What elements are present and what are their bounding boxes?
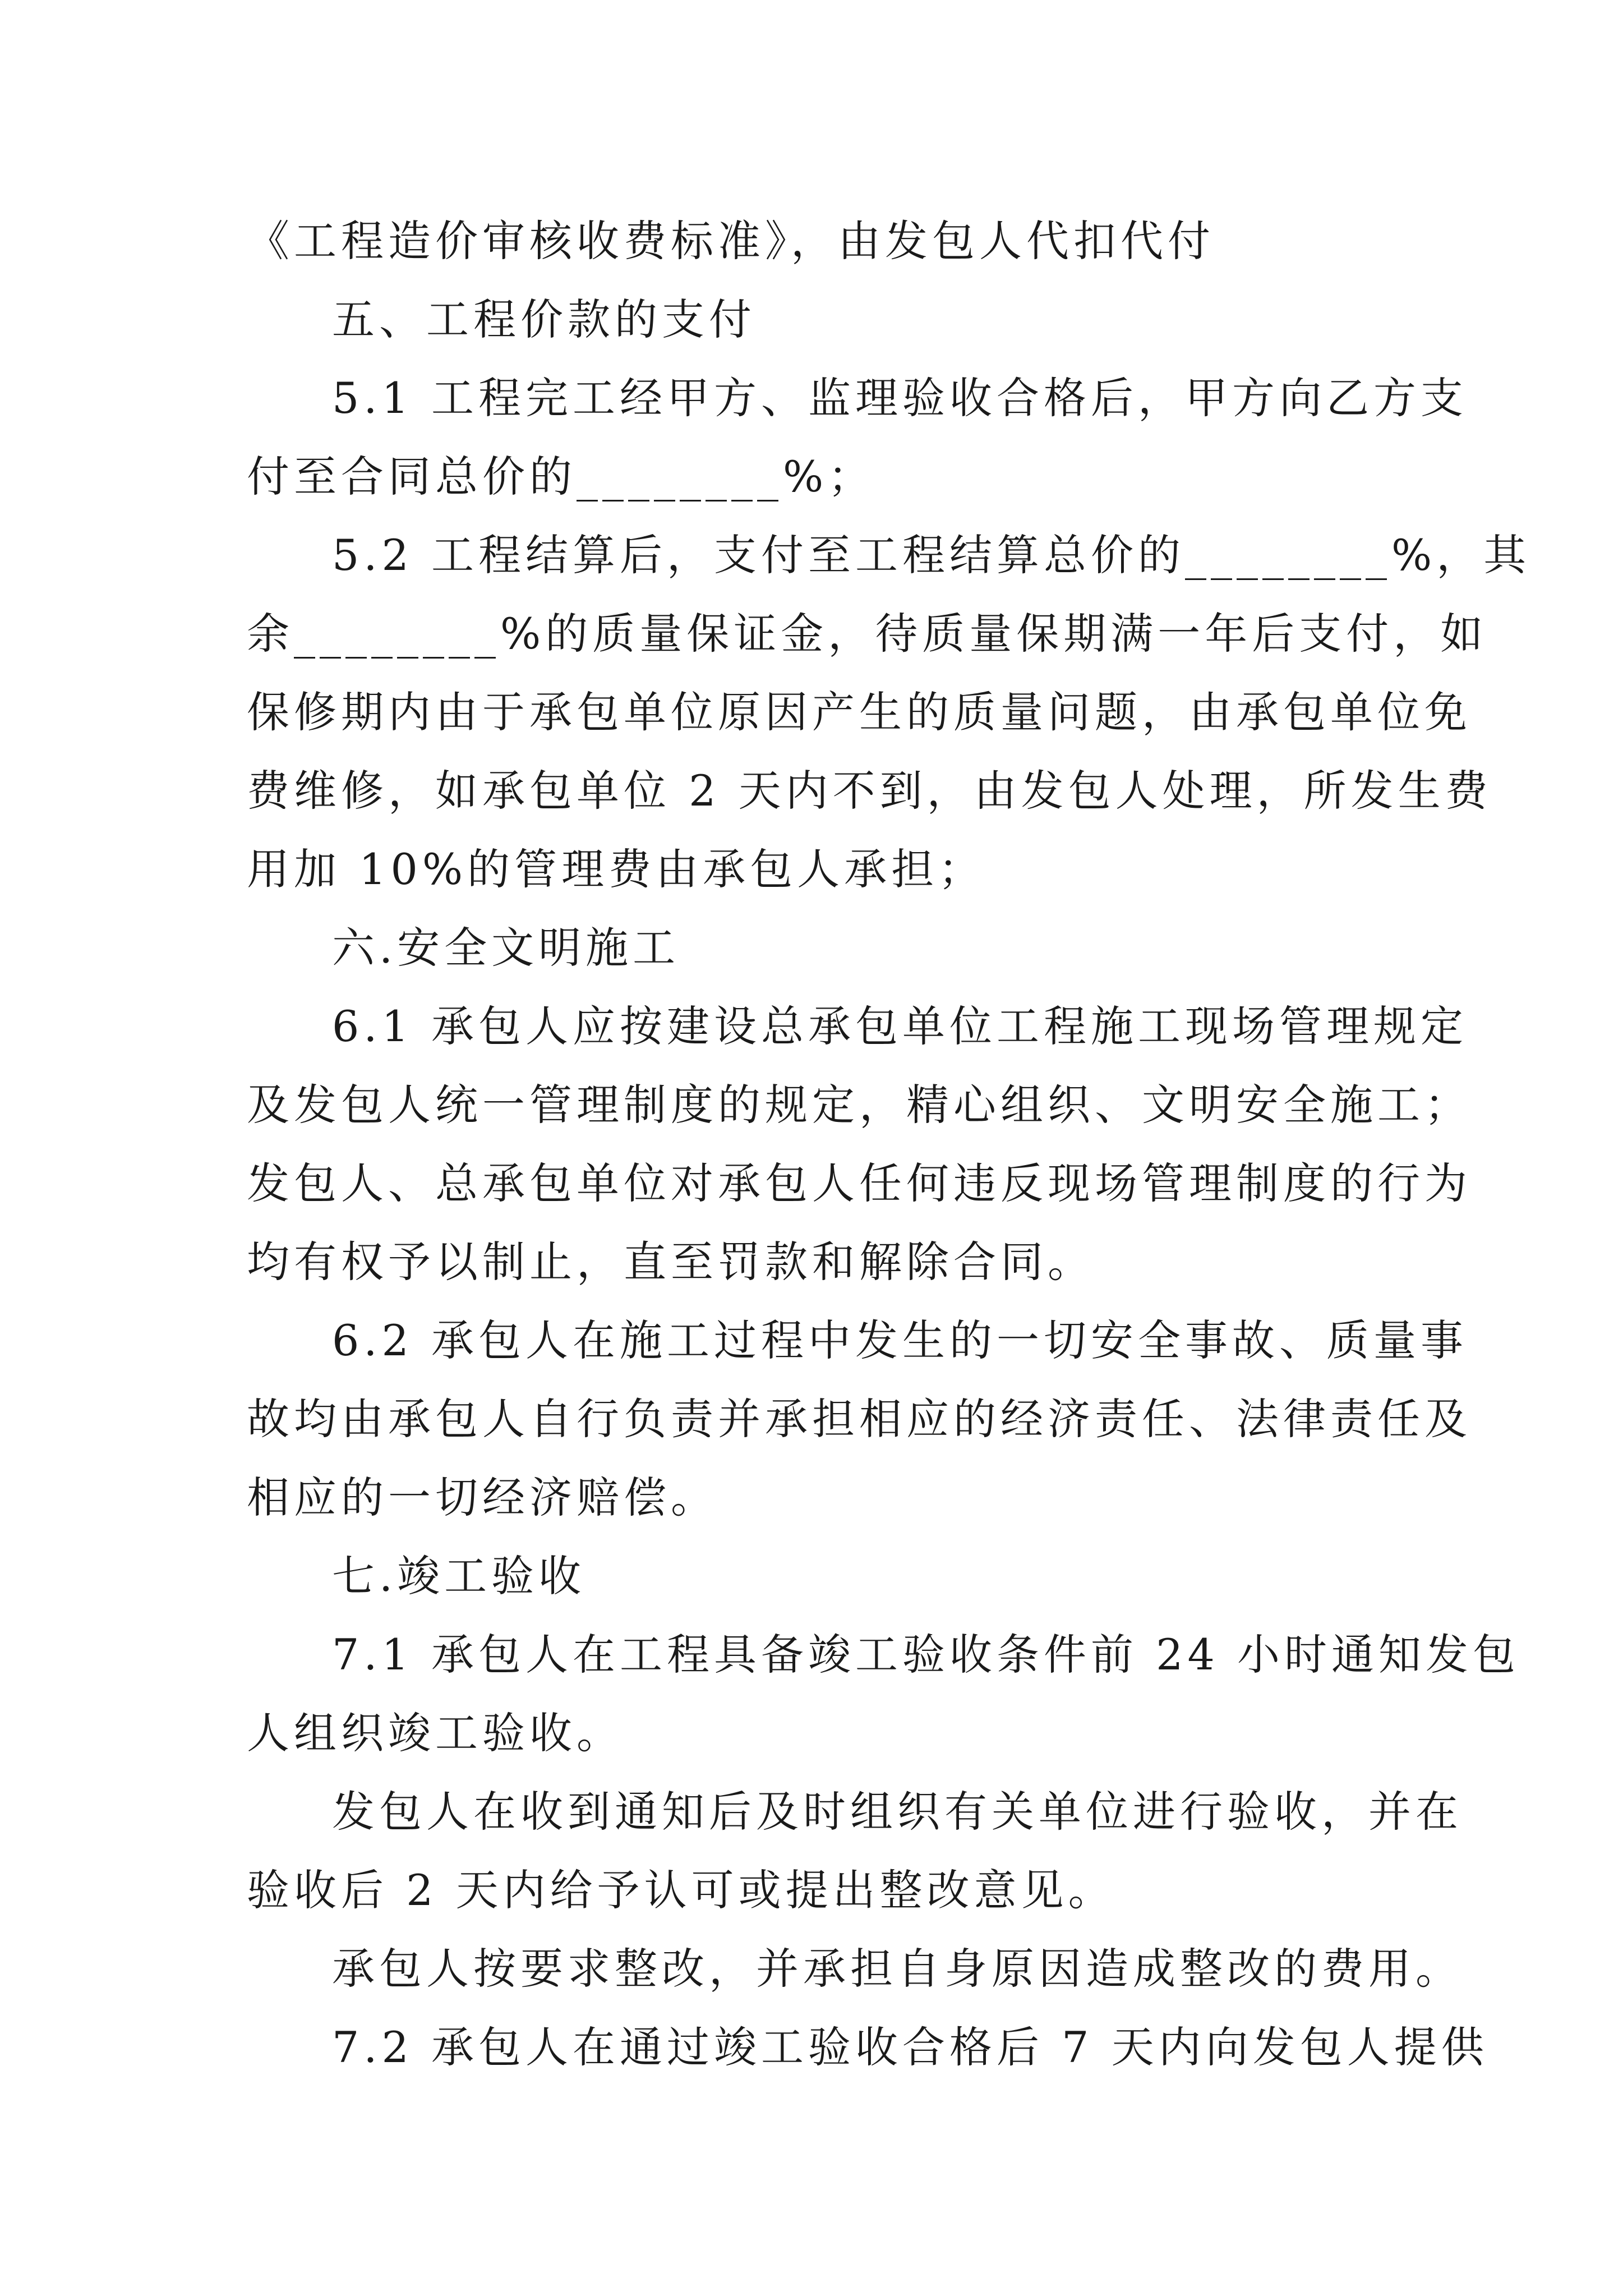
body-text-line: 故均由承包人自行负责并承担相应的经济责任、法律责任及 — [247, 1394, 1472, 1444]
clause-7-2: 7.2 承包人在通过竣工验收合格后 7 天内向发包人提供 — [332, 2022, 1488, 2072]
body-text-line: 付至合同总价的________%； — [247, 452, 875, 501]
paragraph: 发包人在收到通知后及时组织有关单位进行验收，并在 — [332, 1787, 1463, 1837]
clause-5-2: 5.2 工程结算后，支付至工程结算总价的________%，其 — [332, 530, 1531, 580]
section-heading-safety: 六.安全文明施工 — [332, 923, 680, 973]
clause-7-1: 7.1 承包人在工程具备竣工验收条件前 24 小时通知发包 — [332, 1630, 1520, 1680]
body-text-line: 均有权予以制止，直至罚款和解除合同。 — [247, 1237, 1095, 1287]
body-text-line: 保修期内由于承包单位原因产生的质量问题，由承包单位免 — [247, 687, 1472, 737]
paragraph: 承包人按要求整改，并承担自身原因造成整改的费用。 — [332, 1944, 1463, 1994]
body-text-line: 余________%的质量保证金，待质量保期满一年后支付，如 — [247, 609, 1488, 659]
body-text-line: 费维修，如承包单位 2 天内不到，由发包人处理，所发生费 — [247, 766, 1492, 816]
body-text-line: 相应的一切经济赔偿。 — [247, 1473, 718, 1522]
clause-6-2: 6.2 承包人在施工过程中发生的一切安全事故、质量事 — [332, 1315, 1468, 1365]
body-text-line: 验收后 2 天内给予认可或提出整改意见。 — [247, 1865, 1115, 1915]
document-body — [247, 202, 1531, 2087]
body-text-line: 及发包人统一管理制度的规定，精心组织、文明安全施工； — [247, 1080, 1472, 1130]
clause-6-1: 6.1 承包人应按建设总承包单位工程施工现场管理规定 — [332, 1001, 1468, 1051]
section-heading-acceptance: 七.竣工验收 — [332, 1551, 586, 1601]
body-text-line: 《工程造价审核收费标准》，由发包人代扣代付 — [247, 216, 1215, 266]
body-text-line: 人组织竣工验收。 — [247, 1708, 624, 1758]
clause-5-1: 5.1 工程完工经甲方、监理验收合格后，甲方向乙方支 — [332, 373, 1468, 423]
section-heading-payment: 五、工程价款的支付 — [332, 295, 756, 344]
body-text-line: 用加 10%的管理费由承包人承担； — [247, 844, 986, 894]
body-text-line: 发包人、总承包单位对承包人任何违反现场管理制度的行为 — [247, 1158, 1472, 1208]
